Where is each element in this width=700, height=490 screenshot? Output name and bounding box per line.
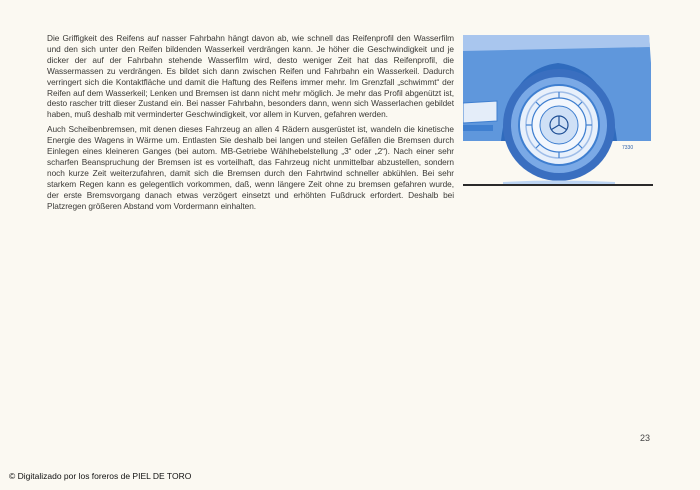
wheel-illustration bbox=[463, 33, 653, 189]
footer-credit: © Digitalizado por los foreros de PIEL DE TORO bbox=[9, 471, 192, 481]
car-wheel-drawing bbox=[463, 33, 653, 189]
page-number: 23 bbox=[640, 433, 651, 443]
paragraph-aquaplaning: Die Griffigkeit des Reifens auf nasser Fahrbahn hängt davon ab, wie schnell das Reifenprofil den Wasserfilm und den sich unter den Reifen bildenden Wasserkeil verdrängen kann. Je höher die Geschwindigkeit und je dicker der auf der Fahrbahn stehende Wasserfilm wird, desto weniger Zeit hat das Reifenprofil, die Wassermassen zu verdrängen. Es bildet sich dann zwischen Reifen und Fahrbahn ein Wasserkeil. Dadurch verringert sich die Kontaktfläche und damit die Haftung des Reifens immer mehr. Im Grenzfall „schwimmt“ der Reifen auf dem Wasserkeil; Lenken und Bremsen ist dann nicht mehr möglich. Je mehr das Profil abgenützt ist, desto rascher tritt dieser Zustand ein. Bei nasser Fahrbahn, besonders dann, wenn sich Wasserlachen gebildet haben, muß deshalb mit verminderter Geschwindigkeit, vor allem in Kurven, gefahren werden. bbox=[47, 33, 454, 120]
road-line bbox=[463, 184, 653, 186]
body-text bbox=[47, 33, 454, 216]
figure-number: 7330 bbox=[622, 145, 634, 151]
paragraph-brakes: Auch Scheibenbremsen, mit denen dieses Fahrzeug an allen 4 Rädern ausgerüstet ist, wandeln die kinetische Energie des Wagens in Wärme um. Entlasten Sie deshalb bei langen und steilen Gefällen die Bremsen durch Einlegen eines kleineren Ganges (bei autom. MB-Getriebe Wählhebelstellung „3“ oder „2“). Nach einer sehr scharfen Beanspruchung der Bremsen ist es vorteilhaft, das Fahrzeug nicht unmittelbar abzustellen, sondern noch kurze Zeit weiterzufahren, damit sich die Bremsen durch den Fahrtwind schneller abkühlen. Bei sehr starkem Regen kann es gelegentlich vorkommen, daß, wenn längere Zeit ohne zu bremsen gefahren wurde, der erste Bremsvorgang danach etwas verzögert einsetzt und erhöhten Fußdruck erfordert. Deshalb bei Platzregen größeren Abstand vom Vordermann einhalten. bbox=[47, 124, 454, 211]
